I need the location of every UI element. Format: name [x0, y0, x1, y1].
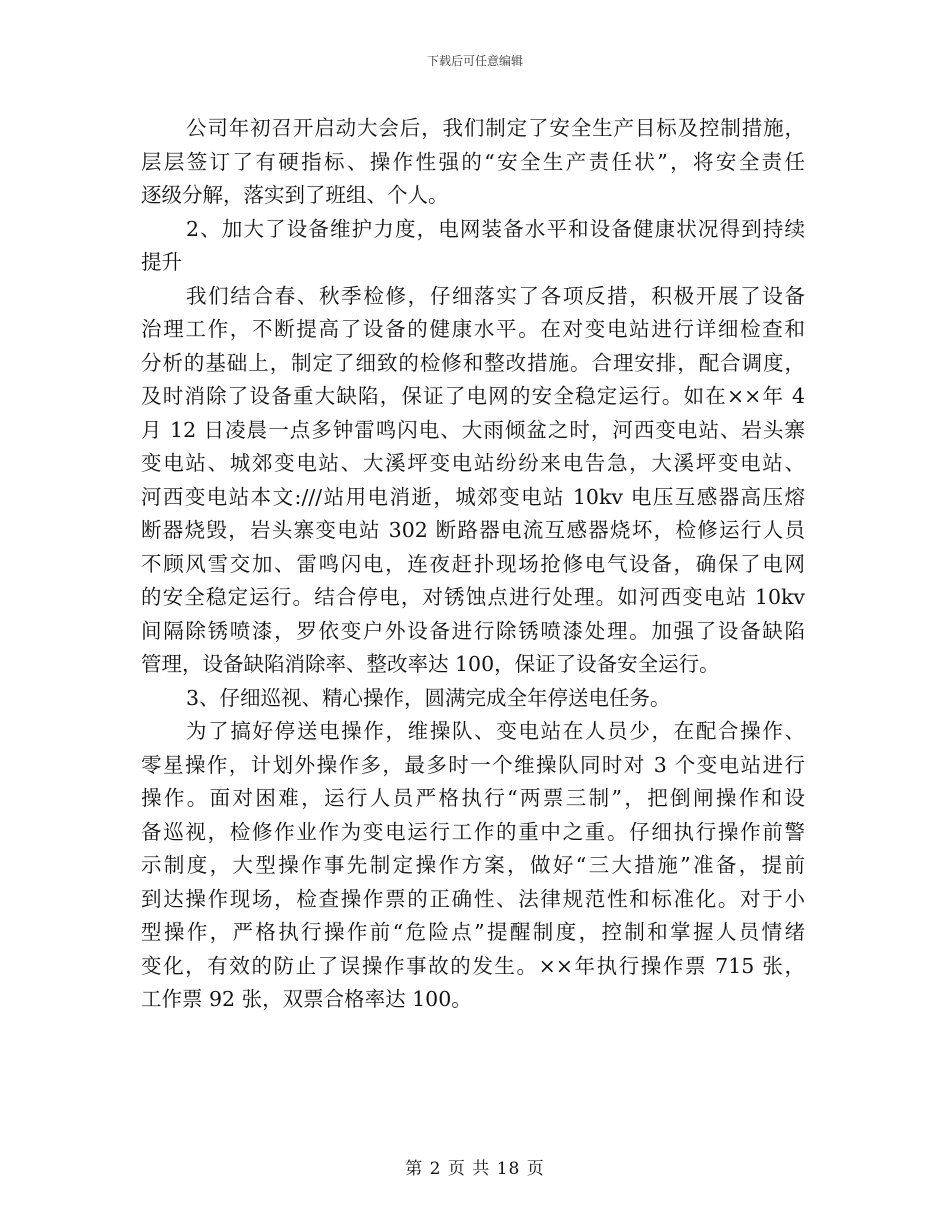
text-line: 的安全稳定运行。结合停电，对锈蚀点进行处理。如河西变电站 10kv — [141, 585, 805, 609]
text-line: 及时消除了设备重大缺陷，保证了电网的安全稳定运行。如在××年 4 — [141, 384, 805, 408]
text-line: 零星操作，计划外操作多，最多时一个维操队同时对 3 个变电站进行 — [141, 752, 805, 777]
text-line: 治理工作，不断提高了设备的健康水平。在对变电站进行详细检查和 — [141, 317, 805, 341]
document-body — [141, 112, 805, 1017]
text-line: 月 12 日凌晨一点多钟雷鸣闪电、大雨倾盆之时，河西变电站、岩头寨 — [141, 417, 805, 442]
text-line: 到达操作现场，检查操作票的正确性、法律规范性和标准化。对于小 — [141, 886, 805, 911]
text-line: 层层签订了有硬指标、操作性强的“安全生产责任状”，将安全责任 — [141, 149, 805, 174]
text-line: 为了搞好停送电操作，维操队、变电站在人员少，在配合操作、 — [186, 719, 805, 743]
text-line: 管理，设备缺陷消除率、整改率达 100，保证了设备安全运行。 — [141, 652, 720, 676]
text-line: 2、加大了设备维护力度，电网装备水平和设备健康状况得到持续 — [186, 216, 805, 241]
text-line: 逐级分解，落实到了班组、个人。 — [141, 183, 449, 207]
text-line: 分析的基础上，制定了细致的检修和整改措施。合理安排，配合调度， — [141, 350, 805, 375]
text-line: 操作。面对困难，运行人员严格执行“两票三制”，把倒闸操作和设 — [141, 786, 805, 810]
text-line: 我们结合春、秋季检修，仔细落实了各项反措，积极开展了设备 — [186, 283, 805, 308]
text-line: 变电站、城郊变电站、大溪坪变电站纷纷来电告急，大溪坪变电站、 — [141, 451, 805, 475]
page-header: 下载后可任意编辑 — [426, 54, 523, 68]
text-line: 河西变电站本文:///站用电消逝，城郊变电站 10kv 电压互感器高压熔 — [141, 484, 805, 509]
text-line: 示制度，大型操作事先制定操作方案，做好“三大措施”准备，提前 — [141, 853, 805, 877]
text-line: 备巡视，检修作业作为变电运行工作的重中之重。仔细执行操作前警 — [141, 819, 805, 844]
text-line: 间隔除锈喷漆，罗依变户外设备进行除锈喷漆处理。加强了设备缺陷 — [141, 618, 805, 643]
text-line: 变化，有效的防止了误操作事故的发生。××年执行操作票 715 张， — [141, 953, 805, 978]
text-line: 3、仔细巡视、精心操作，圆满完成全年停送电任务。 — [186, 685, 671, 710]
text-line: 断器烧毁，岩头寨变电站 302 断路器电流互感器烧坏，检修运行人员 — [141, 518, 805, 542]
text-line: 提升 — [141, 250, 182, 274]
text-line: 工作票 92 张，双票合格率达 100。 — [141, 987, 472, 1011]
page-number: 第 2 页 共 18 页 — [405, 1159, 545, 1179]
text-line: 型操作，严格执行操作前“危险点”提醒制度，控制和掌握人员情绪 — [141, 920, 805, 944]
text-line: 不顾风雪交加、雷鸣闪电，连夜赶扑现场抢修电气设备，确保了电网 — [141, 551, 805, 576]
text-line: 公司年初召开启动大会后，我们制定了安全生产目标及控制措施， — [186, 116, 805, 140]
